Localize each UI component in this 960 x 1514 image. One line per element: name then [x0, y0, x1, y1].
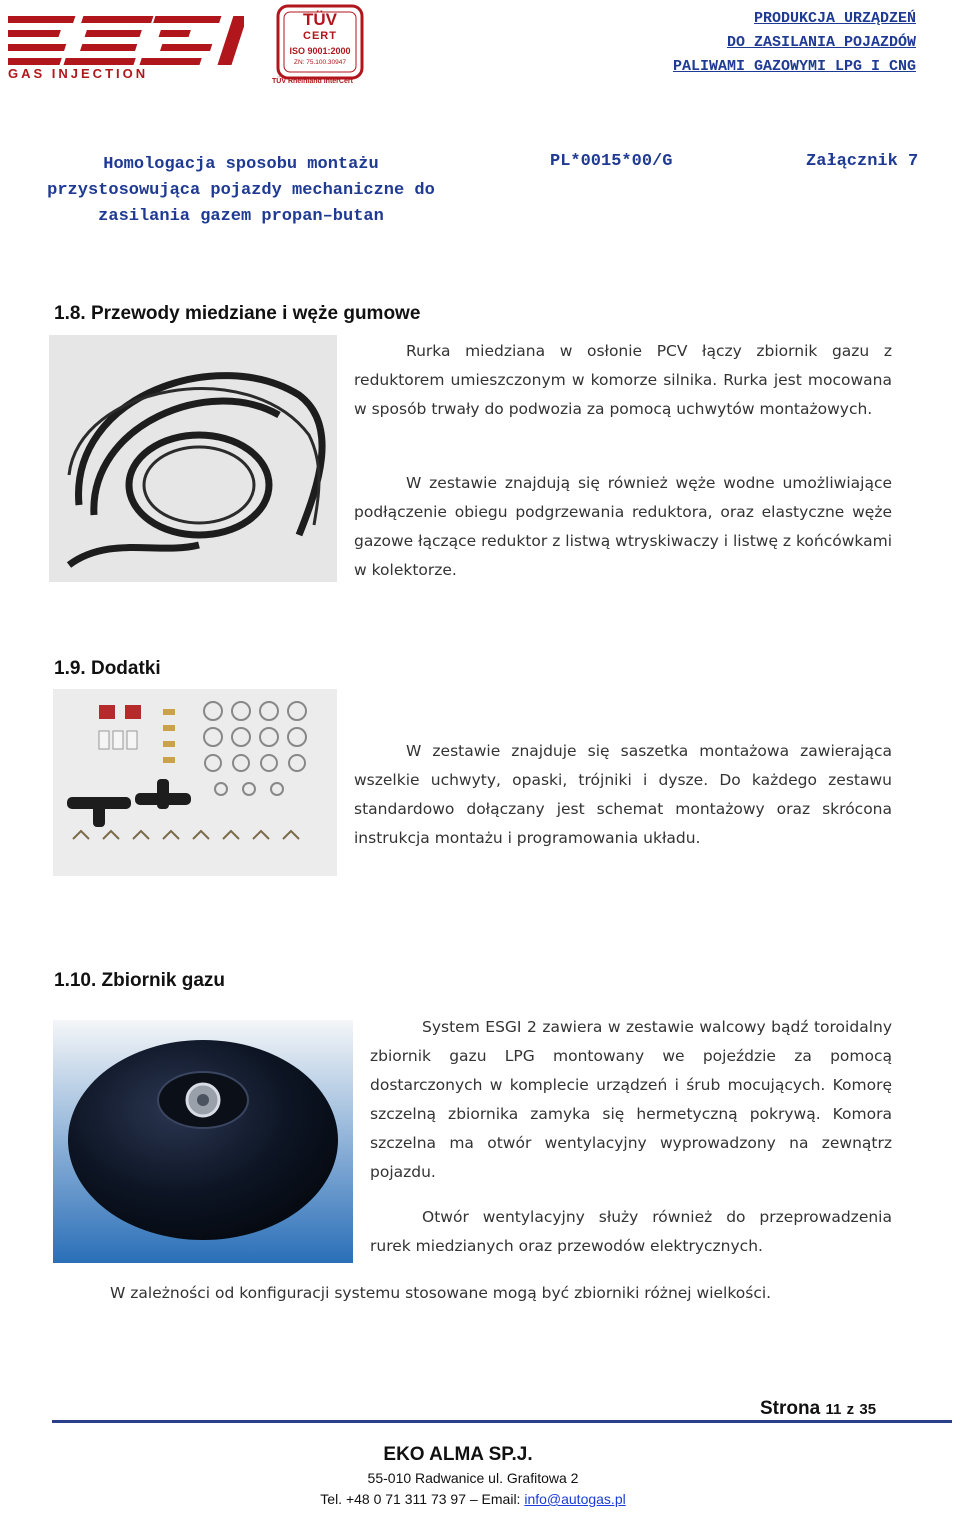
accessories-image	[53, 689, 337, 876]
tank-image	[53, 1020, 353, 1263]
tank-photo	[53, 1020, 353, 1263]
cert-line1: CERT	[303, 30, 337, 42]
tank-paragraph-1: System ESGI 2 zawiera w zestawie walcowy bądź toroidalny zbiornik gazu LPG montowany we pojeździe za pomocą dostarczonych w komplecie urządzeń i śrub mocujących. Komorę szczelną zbiornika zamyka się hermetyczną pokrywą. Komora szczelna ma otwór wentylacyjny wyprowadzony na zewnątrz pojazdu.	[370, 1018, 892, 1181]
cert-line3: ZN: 75.100.30947	[293, 59, 347, 66]
cert-line2: ISO 9001:2000	[289, 46, 351, 56]
tank-size-note: W zależności od konfiguracji systemu stosowane mogą być zbiorniki różnej wielkości.	[110, 1284, 772, 1302]
section-title-accessories: 1.9. Dodatki	[54, 658, 161, 679]
production-line-2: DO ZASILANIA POJAZDÓW	[726, 34, 916, 51]
accessories-photo	[53, 689, 337, 876]
tuv-cert-badge	[276, 4, 364, 86]
homologation-title	[6, 152, 476, 230]
esgi-logo-graphic	[8, 8, 244, 68]
email-link[interactable]: info@autogas.pl	[524, 1491, 626, 1507]
homologation-line-1: Homologacja sposobu montażu	[103, 155, 379, 174]
hoses-paragraph-2: W zestawie znajdują się również węże wodne umożliwiające podłączenie obiegu podgrzewania reduktora, oraz elastyczne węże gazowe łączące reduktor z listwą wtryskiwaczy i listwę z końcówkami w kolektorze.	[354, 474, 892, 579]
section-title-tank: 1.10. Zbiornik gazu	[54, 970, 226, 991]
company-contact: Tel. +48 0 71 311 73 97 – Email: info@autogas.pl	[320, 1491, 626, 1507]
accessories-paragraph: W zestawie znajduje się saszetka montażowa zawierająca wszelkie uchwyty, opaski, trójniki i dysze. Do każdego zestawu standardowo dołączany jest schemat montażowy oraz skrócona instrukcja montażu i programowania układu.	[354, 742, 892, 847]
hoses-photo	[49, 335, 337, 582]
hoses-image	[49, 335, 337, 582]
company-name: EKO ALMA SP.J.	[383, 1444, 533, 1465]
production-line-3: PALIWAMI GAZOWYMI LPG I CNG	[672, 58, 916, 75]
homologation-line-2: przystosowująca pojazdy mechaniczne do	[47, 181, 435, 200]
page-number: Strona 11 z 35	[760, 1398, 877, 1419]
company-address: 55-010 Radwanice ul. Grafitowa 2	[367, 1470, 579, 1486]
homologation-code: PL*0015*00/G	[550, 152, 673, 171]
production-line-1: PRODUKCJA URZĄDZEŃ	[753, 10, 916, 27]
hoses-paragraph-1: Rurka miedziana w osłonie PCV łączy zbiornik gazu z reduktorem umieszczonym w komorze silnika. Rurka jest mocowana w sposób trwały do podwozia za pomocą uchwytów montażowych.	[354, 342, 892, 418]
cert-footer: TÜV Rheinland InterCert	[272, 78, 353, 85]
cert-brand: TÜV	[303, 10, 337, 29]
attachment-label: Załącznik 7	[806, 152, 919, 171]
footer-rule	[52, 1420, 952, 1423]
logo-subtitle: GAS INJECTION	[8, 66, 149, 81]
tank-paragraph-2: Otwór wentylacyjny służy również do przeprowadzenia rurek miedzianych oraz przewodów elektrycznych.	[370, 1208, 892, 1255]
homologation-line-3: zasilania gazem propan–butan	[98, 207, 384, 226]
section-title-hoses: 1.8. Przewody miedziane i węże gumowe	[54, 303, 421, 324]
